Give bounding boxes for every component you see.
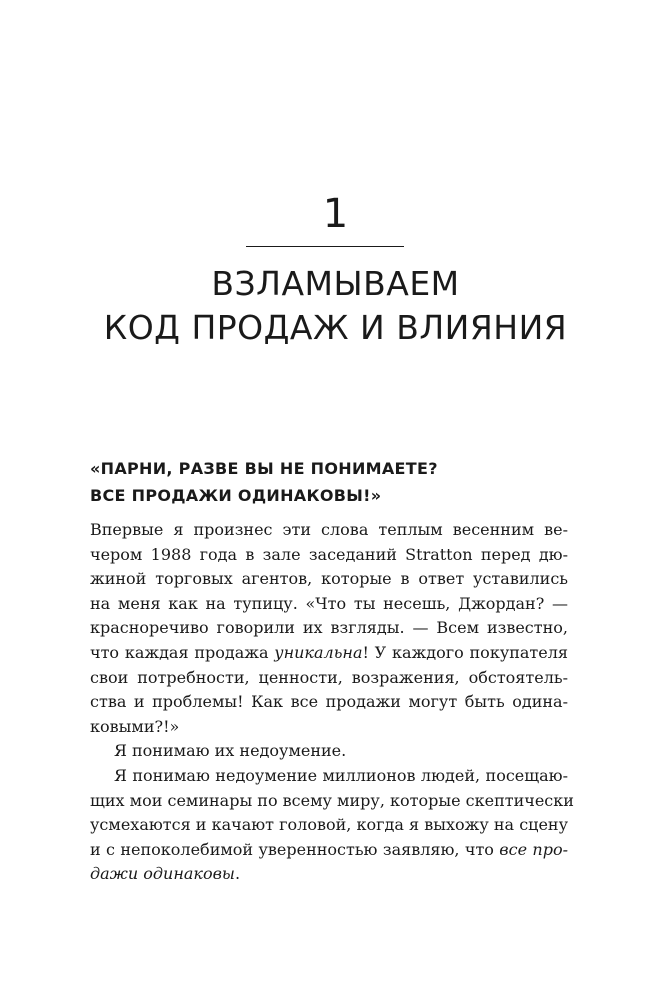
text-line: Я понимаю их недоумение. (114, 741, 347, 761)
italic-emphasis: дажи одинаковы (90, 864, 235, 884)
italic-emphasis: все про- (499, 839, 568, 859)
epigraph (90, 455, 438, 509)
text-line: свои потребности, ценности, возражения, обстоятель- (90, 667, 568, 687)
text-line: усмехаются и качают головой, когда я выхожу на сцену (90, 815, 568, 835)
text-line (90, 838, 568, 863)
body-text (90, 518, 574, 887)
paragraph-2 (90, 739, 568, 764)
epigraph-line: ВСЕ ПРОДАЖИ ОДИНАКОВЫ!» (90, 486, 382, 505)
text-span: . (234, 864, 241, 884)
text-span: и с непоколебимой уверенностью заявляю, что (90, 839, 500, 859)
text-line: жиной торговых агентов, которые в ответ уставились (90, 569, 568, 589)
chapter-title (0, 262, 671, 350)
text-line: чером 1988 года в зале заседаний Stratton перед дю- (90, 544, 568, 564)
paragraph-3 (90, 764, 574, 887)
paragraph-1 (90, 518, 568, 739)
epigraph-line: «ПАРНИ, РАЗВЕ ВЫ НЕ ПОНИМАЕТЕ? (90, 459, 438, 478)
chapter-number: 1 (322, 191, 349, 237)
text-span: что каждая продажа (90, 642, 275, 662)
text-line: красноречиво говорили их взгляды. — Всем известно, (90, 618, 568, 638)
text-line: Я понимаю недоумение миллионов людей, посещаю- (114, 765, 568, 785)
text-line: на меня как на тупицу. «Что ты несешь, Джордан? — (90, 593, 568, 613)
italic-emphasis: уникальна (274, 642, 363, 662)
text-line: Впервые я произнес эти слова теплым весенним ве- (90, 520, 568, 539)
text-line: ковыми?!» (90, 716, 180, 736)
chapter-divider (246, 246, 404, 247)
text-line: щих мои семинары по всему миру, которые скептически (90, 790, 574, 810)
text-line (90, 641, 568, 666)
text-line: ства и проблемы! Как все продажи могут быть одина- (90, 692, 568, 712)
chapter-title-line: КОД ПРОДАЖ И ВЛИЯНИЯ (103, 308, 568, 347)
text-line (90, 862, 568, 887)
chapter-title-line: ВЗЛАМЫВАЕМ (211, 264, 460, 303)
text-span: ! У каждого покупателя (362, 642, 569, 662)
